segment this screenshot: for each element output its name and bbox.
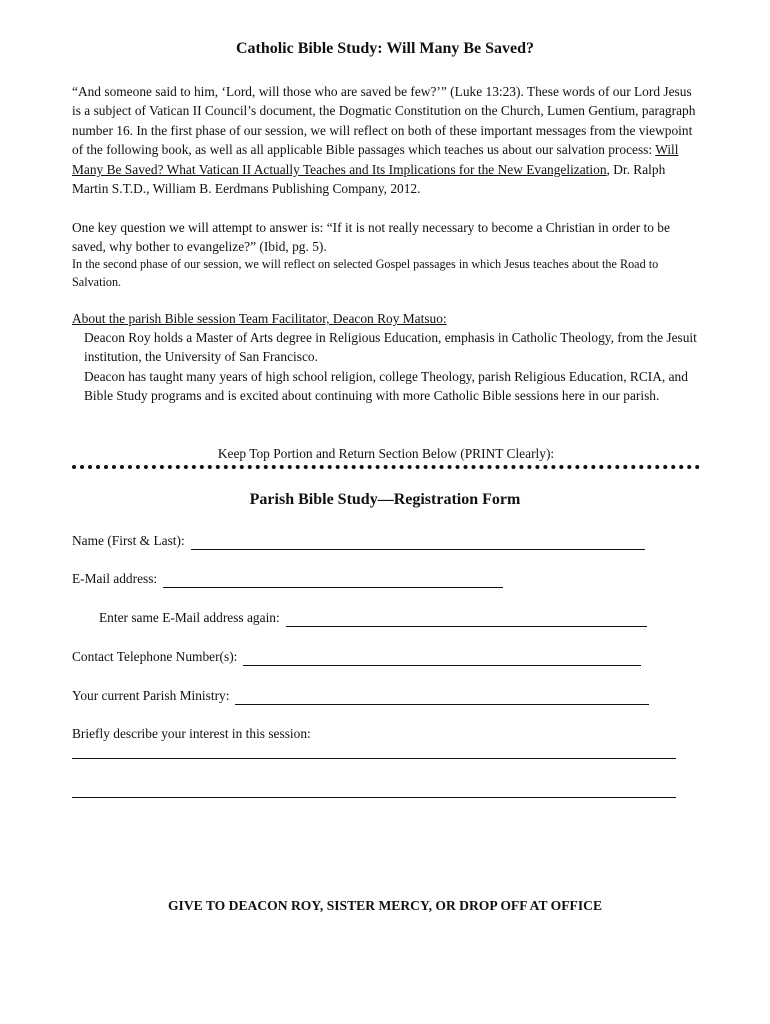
ministry-input-line[interactable] (235, 690, 649, 705)
email-input-line[interactable] (163, 573, 503, 588)
book-title: Will Many Be Saved? What Vatican II Actually Teaches and Its Implications for the New Evangelization (72, 142, 679, 177)
page-title: Catholic Bible Study: Will Many Be Saved? (235, 40, 535, 57)
facilitator-experience: Deacon has taught many years of high school religion, college Theology, parish Religious Education, RCIA, and Bible Study programs and is excited about continuing with more Catholic Bible sessions here in our parish. (84, 369, 688, 404)
name-field (72, 532, 645, 550)
ministry-field (72, 687, 649, 705)
keep-note: Keep Top Portion and Return Section Below (PRINT Clearly): (217, 446, 555, 461)
email-field (72, 570, 503, 588)
form-title: Parish Bible Study—Registration Form (249, 491, 521, 508)
cut-line-divider (72, 465, 700, 469)
key-question-paragraph: One key question we will attempt to answer is: “If it is not really necessary to become a Christian in order to be saved, why bother to evangelize?” (Ibid, pg. 5). (72, 220, 670, 255)
return-instructions: GIVE TO DEACON ROY, SISTER MERCY, OR DROP OFF AT OFFICE (167, 898, 603, 913)
facilitator-degree: Deacon Roy holds a Master of Arts degree in Religious Education, emphasis in Catholic Theology, from the Jesuit institution, the University of San Francisco. (84, 330, 697, 365)
email-confirm-label: Enter same E-Mail address again: (99, 610, 280, 625)
intro-text: “And someone said to him, ‘Lord, will those who are saved be few?’” (Luke 13:23). These words of our Lord Jesus is a subject of Vatican II Council’s document, the Dogmatic Constitution on the Church, Lumen Gentium, paragraph number 16. In the first phase of our session, we will reflect on both of these important messages from the viewpoint of the following book, as well as all applicable Bible passages which teaches us about our salvation process: (72, 84, 696, 158)
second-phase-paragraph: In the second phase of our session, we will reflect on selected Gospel passages in which Jesus teaches about the Road to Salvation. (72, 257, 659, 289)
ministry-label: Your current Parish Ministry: (72, 688, 230, 703)
phone-input-line[interactable] (243, 651, 641, 666)
email-label: E-Mail address: (72, 571, 158, 586)
interest-input-line-2[interactable] (72, 797, 676, 798)
name-label: Name (First & Last): (72, 533, 185, 548)
facilitator-heading: About the parish Bible session Team Facilitator, Deacon Roy Matsuo: (72, 311, 447, 326)
name-input-line[interactable] (191, 535, 645, 550)
phone-label: Contact Telephone Number(s): (72, 649, 238, 664)
book-citation: , Dr. Ralph Martin S.T.D., William B. Eerdmans Publishing Company, 2012. (72, 161, 666, 197)
intro-paragraph (72, 82, 700, 198)
interest-label: Briefly describe your interest in this session: (72, 726, 311, 741)
email-confirm-input-line[interactable] (286, 612, 647, 627)
interest-input-line-1[interactable] (72, 758, 676, 759)
email-confirm-field (99, 609, 647, 627)
phone-field (72, 648, 641, 666)
